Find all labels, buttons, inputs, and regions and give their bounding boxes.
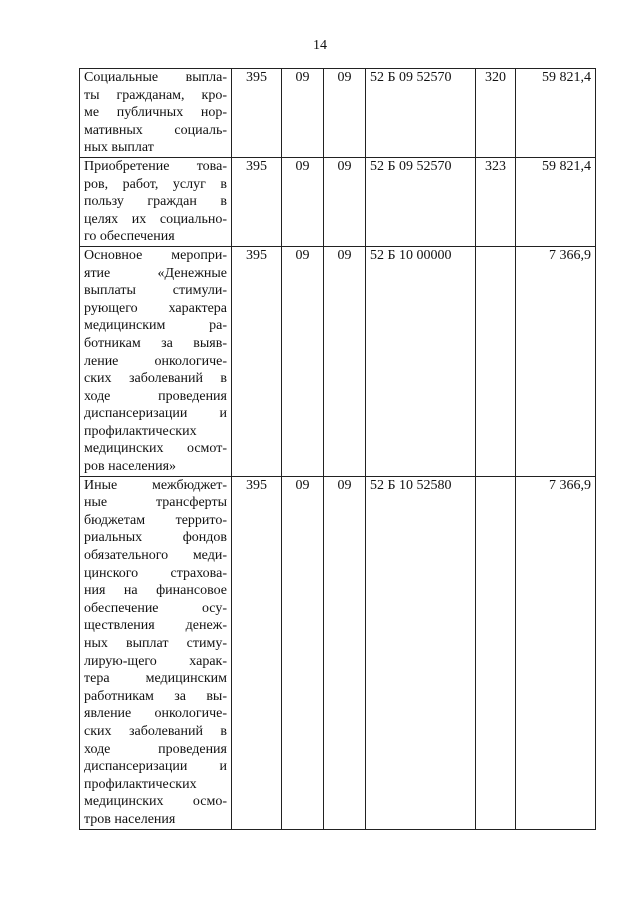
page-number: 14 [313,38,327,53]
expense-name-line: пользу граждан в [84,194,227,210]
target-article-cell: 52 Б 09 52570 [366,69,476,158]
expense-name-line: ществления денеж- [84,618,227,634]
expense-name-line: тера медицинским [84,671,227,687]
subsection-code-cell: 09 [324,157,366,246]
expense-name-line: ских заболеваний в [84,371,227,387]
expense-name-line: тров населения [84,811,176,827]
expense-name-line: диспансеризации и [84,406,227,422]
expense-name-line: ных выплат стиму- [84,636,227,651]
expense-name-cell [80,69,232,158]
expense-name-line: Основное меропри- [84,247,227,263]
expense-name-line: ятие «Денежные [84,265,227,281]
expense-name-line: риальных фондов [84,530,227,546]
section-code-cell: 09 [282,476,324,829]
expense-name-line: медицинских осмо- [84,794,227,810]
expense-name-line: мативных социаль- [84,122,227,138]
expense-name-line: обеспечение осу- [84,600,227,616]
subsection-code-cell: 09 [324,69,366,158]
expense-name-line: ских заболеваний в [84,723,227,739]
expense-name-line: явление онкологиче- [84,706,227,722]
expense-name-line: го обеспечения [84,229,175,245]
grbs-code-cell: 395 [232,157,282,246]
expense-name-line: ных выплат [84,140,154,156]
section-code-cell: 09 [282,69,324,158]
subsection-code-cell: 09 [324,246,366,476]
expense-name-line: профилактических [84,423,197,439]
subsection-code-cell: 09 [324,476,366,829]
table-row [80,246,596,476]
expense-name-line: медицинских осмот- [84,441,227,457]
expense-name-line: ров населения» [84,459,177,475]
amount-cell: 7 366,9 [516,476,596,829]
expense-name-line: рующего характера [84,300,227,316]
amount-cell: 59 821,4 [516,69,596,158]
expense-type-cell: 320 [476,69,516,158]
table-row [80,476,596,829]
amount-cell: 7 366,9 [516,246,596,476]
grbs-code-cell: 395 [232,69,282,158]
expense-name-line: лирую-щего харак- [84,653,227,669]
budget-table [79,68,596,830]
expense-name-line: диспансеризации и [84,759,227,775]
expense-name-cell [80,476,232,829]
section-code-cell: 09 [282,157,324,246]
expense-name-line: бюджетам террито- [84,512,227,528]
expense-name-line: целях их социально- [84,211,227,227]
target-article-cell: 52 Б 09 52570 [366,157,476,246]
table-row [80,69,596,158]
amount-cell: 59 821,4 [516,157,596,246]
expense-type-cell: 323 [476,157,516,246]
expense-name-line: Социальные выпла- [84,70,227,85]
expense-name-line: выплаты стимули- [84,283,227,299]
expense-name-line: Иные межбюджет- [84,477,227,493]
expense-name-line: ботникам за выяв- [84,335,227,351]
expense-name-line: ные трансферты [84,495,227,511]
section-code-cell: 09 [282,246,324,476]
target-article-cell: 52 Б 10 00000 [366,246,476,476]
expense-name-line: цинского страхова- [84,565,227,581]
grbs-code-cell: 395 [232,476,282,829]
expense-name-line: ты гражданам, кро- [84,87,227,103]
expense-name-line: ходе проведения [84,741,227,757]
expense-name-line: ление онкологиче- [84,353,227,369]
expense-name-line: медицинским ра- [84,318,227,334]
expense-name-cell [80,157,232,246]
expense-name-line: профилактических [84,776,197,792]
expense-name-line: Приобретение това- [84,158,227,174]
expense-type-cell [476,476,516,829]
expense-name-line: ров, работ, услуг в [84,176,227,192]
grbs-code-cell: 395 [232,246,282,476]
expense-name-line: работникам за вы- [84,688,227,704]
expense-name-line: обязательного меди- [84,548,227,564]
target-article-cell: 52 Б 10 52580 [366,476,476,829]
expense-name-line: ме публичных нор- [84,105,227,121]
expense-name-cell [80,246,232,476]
table-body [80,69,596,830]
expense-name-line: ходе проведения [84,388,227,404]
table-row [80,157,596,246]
expense-type-cell [476,246,516,476]
expense-name-line: ния на финансовое [84,583,227,599]
